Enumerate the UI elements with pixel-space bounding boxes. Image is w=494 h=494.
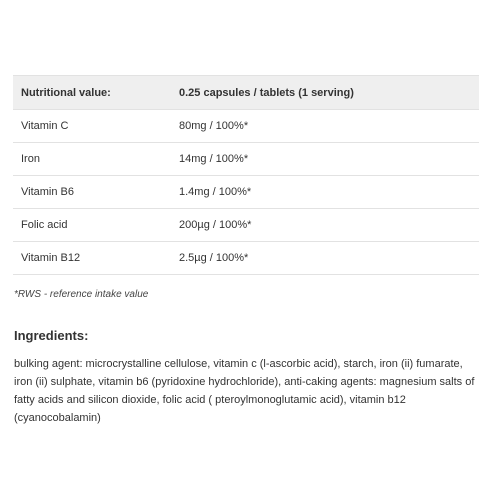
reference-intake-note: *RWS - reference intake value [14, 289, 149, 300]
header-nutritional-value: Nutritional value: [13, 76, 171, 110]
nutrient-name: Folic acid [13, 209, 171, 242]
nutrient-name: Iron [13, 143, 171, 176]
nutrient-value: 200µg / 100%* [171, 209, 479, 242]
table-row [13, 110, 479, 143]
table-row [13, 209, 479, 242]
table-row [13, 176, 479, 209]
nutrition-panel [13, 75, 479, 427]
nutrient-value: 2.5µg / 100%* [171, 242, 479, 275]
nutrient-value: 1.4mg / 100%* [171, 176, 479, 209]
nutrient-name: Vitamin B12 [13, 242, 171, 275]
table-row [13, 143, 479, 176]
table-row [13, 242, 479, 275]
nutrient-value: 14mg / 100%* [171, 143, 479, 176]
nutrition-table [13, 75, 479, 275]
ingredients-heading: Ingredients: [14, 328, 89, 343]
nutrient-name: Vitamin C [13, 110, 171, 143]
table-header-row [13, 76, 479, 110]
nutrient-value: 80mg / 100%* [171, 110, 479, 143]
ingredients-text: bulking agent: microcrystalline cellulose, vitamin c (l-ascorbic acid), starch, iron (ii) fumarate, iron (ii) sulphate, vitamin b6 (pyridoxine hydrochloride), anti-caking agents: magnesium salts of fatty acids and silicon dioxide, folic acid ( pteroylmonoglutamic acid), vitamin b12 (cyanocobalamin) [14, 358, 475, 424]
nutrient-name: Vitamin B6 [13, 176, 171, 209]
header-serving: 0.25 capsules / tablets (1 serving) [171, 76, 479, 110]
